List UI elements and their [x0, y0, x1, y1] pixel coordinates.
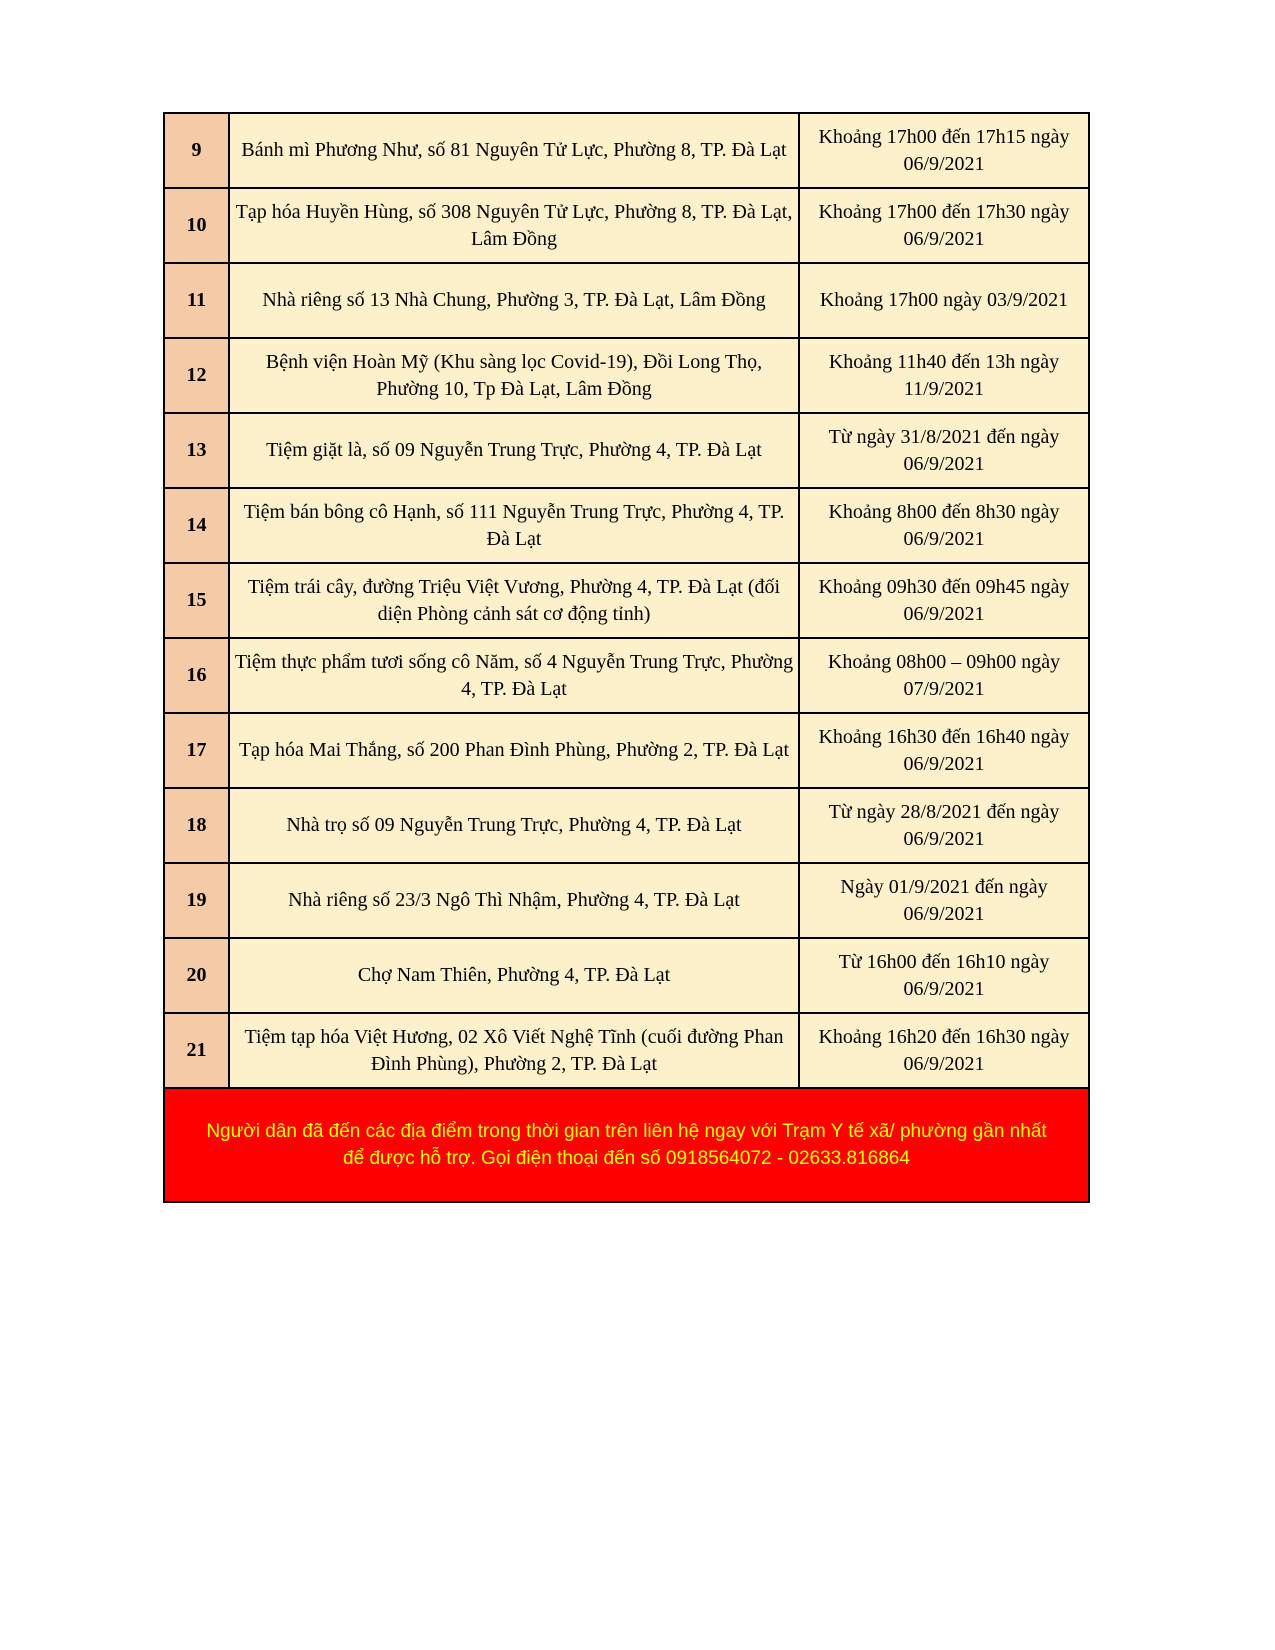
row-number: 10	[164, 188, 229, 263]
location-cell: Tiệm bán bông cô Hạnh, số 111 Nguyễn Trung Trực, Phường 4, TP. Đà Lạt	[229, 488, 799, 563]
time-cell: Khoảng 17h00 đến 17h15 ngày 06/9/2021	[799, 113, 1089, 188]
row-number: 14	[164, 488, 229, 563]
row-number: 16	[164, 638, 229, 713]
row-number: 20	[164, 938, 229, 1013]
row-number: 17	[164, 713, 229, 788]
location-cell: Bệnh viện Hoàn Mỹ (Khu sàng lọc Covid-19), Đồi Long Thọ, Phường 10, Tp Đà Lạt, Lâm Đồng	[229, 338, 799, 413]
time-cell: Khoảng 8h00 đến 8h30 ngày 06/9/2021	[799, 488, 1089, 563]
table-row	[164, 788, 1089, 863]
table-row	[164, 488, 1089, 563]
row-number: 19	[164, 863, 229, 938]
table-row	[164, 563, 1089, 638]
location-cell: Nhà riêng số 13 Nhà Chung, Phường 3, TP. Đà Lạt, Lâm Đồng	[229, 263, 799, 338]
location-cell: Nhà trọ số 09 Nguyễn Trung Trực, Phường 4, TP. Đà Lạt	[229, 788, 799, 863]
location-cell: Tạp hóa Mai Thắng, số 200 Phan Đình Phùng, Phường 2, TP. Đà Lạt	[229, 713, 799, 788]
table-row	[164, 1013, 1089, 1088]
row-number: 9	[164, 113, 229, 188]
row-number: 13	[164, 413, 229, 488]
time-cell: Khoảng 08h00 – 09h00 ngày 07/9/2021	[799, 638, 1089, 713]
time-cell: Khoảng 11h40 đến 13h ngày 11/9/2021	[799, 338, 1089, 413]
locations-table-body	[164, 113, 1089, 1088]
time-cell: Ngày 01/9/2021 đến ngày 06/9/2021	[799, 863, 1089, 938]
row-number: 18	[164, 788, 229, 863]
time-cell: Khoảng 09h30 đến 09h45 ngày 06/9/2021	[799, 563, 1089, 638]
time-cell: Từ ngày 31/8/2021 đến ngày 06/9/2021	[799, 413, 1089, 488]
row-number: 12	[164, 338, 229, 413]
time-cell: Khoảng 16h30 đến 16h40 ngày 06/9/2021	[799, 713, 1089, 788]
table-row	[164, 188, 1089, 263]
location-cell: Tiệm trái cây, đường Triệu Việt Vương, Phường 4, TP. Đà Lạt (đối diện Phòng cảnh sát cơ động tỉnh)	[229, 563, 799, 638]
locations-table	[163, 112, 1090, 1203]
notice-row	[164, 1088, 1089, 1202]
table-row	[164, 113, 1089, 188]
location-cell: Tạp hóa Huyền Hùng, số 308 Nguyên Tử Lực, Phường 8, TP. Đà Lạt, Lâm Đồng	[229, 188, 799, 263]
table-row	[164, 713, 1089, 788]
notice-text: Người dân đã đến các địa điểm trong thời gian trên liên hệ ngay với Trạm Y tế xã/ phường gần nhất để được hỗ trợ. Gọi điện thoại đến số 0918564072 - 02633.816864	[164, 1088, 1089, 1202]
location-cell: Chợ Nam Thiên, Phường 4, TP. Đà Lạt	[229, 938, 799, 1013]
time-cell: Từ ngày 28/8/2021 đến ngày 06/9/2021	[799, 788, 1089, 863]
table-row	[164, 263, 1089, 338]
time-cell: Khoảng 17h00 ngày 03/9/2021	[799, 263, 1089, 338]
table-row	[164, 863, 1089, 938]
location-cell: Tiệm thực phẩm tươi sống cô Năm, số 4 Nguyễn Trung Trực, Phường 4, TP. Đà Lạt	[229, 638, 799, 713]
location-cell: Bánh mì Phương Như, số 81 Nguyên Tử Lực, Phường 8, TP. Đà Lạt	[229, 113, 799, 188]
row-number: 21	[164, 1013, 229, 1088]
location-cell: Nhà riêng số 23/3 Ngô Thì Nhậm, Phường 4, TP. Đà Lạt	[229, 863, 799, 938]
location-cell: Tiệm giặt là, số 09 Nguyễn Trung Trực, Phường 4, TP. Đà Lạt	[229, 413, 799, 488]
location-cell: Tiệm tạp hóa Việt Hương, 02 Xô Viết Nghệ Tĩnh (cuối đường Phan Đình Phùng), Phường 2, TP. Đà Lạt	[229, 1013, 799, 1088]
time-cell: Từ 16h00 đến 16h10 ngày 06/9/2021	[799, 938, 1089, 1013]
row-number: 15	[164, 563, 229, 638]
table-row	[164, 938, 1089, 1013]
table-row	[164, 413, 1089, 488]
time-cell: Khoảng 16h20 đến 16h30 ngày 06/9/2021	[799, 1013, 1089, 1088]
table-row	[164, 638, 1089, 713]
time-cell: Khoảng 17h00 đến 17h30 ngày 06/9/2021	[799, 188, 1089, 263]
row-number: 11	[164, 263, 229, 338]
table-row	[164, 338, 1089, 413]
